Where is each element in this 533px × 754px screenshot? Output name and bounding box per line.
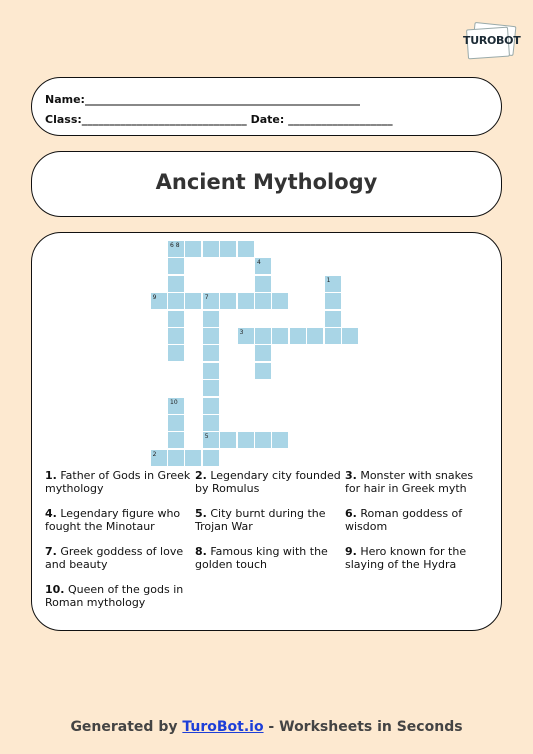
worksheet-title: Ancient Mythology	[155, 170, 378, 194]
name-line[interactable]: __________________________________________________	[84, 93, 360, 106]
grid-cell[interactable]	[325, 311, 341, 327]
grid-cell[interactable]	[238, 328, 254, 344]
clue-item-number: 5.	[195, 507, 207, 520]
grid-cell[interactable]	[203, 380, 219, 396]
date-line[interactable]: ___________________	[288, 113, 393, 126]
clue-list	[45, 469, 495, 609]
clue-item-number: 8.	[195, 545, 207, 558]
grid-cell[interactable]	[238, 432, 254, 448]
clue-item	[45, 545, 195, 571]
clue-item-text: City burnt during the Trojan War	[195, 507, 326, 533]
clue-number: 5	[204, 433, 209, 441]
grid-cell[interactable]	[203, 293, 219, 309]
grid-cell[interactable]	[168, 415, 184, 431]
grid-cell[interactable]	[203, 345, 219, 361]
grid-cell[interactable]	[220, 241, 236, 257]
clue-item	[345, 545, 495, 571]
clue-item-number: 6.	[345, 507, 357, 520]
clue-number: 2	[152, 450, 157, 458]
grid-cell[interactable]	[255, 432, 271, 448]
grid-cell[interactable]	[203, 398, 219, 414]
grid-cell[interactable]	[220, 293, 236, 309]
grid-cell[interactable]	[325, 293, 341, 309]
grid-cell[interactable]	[168, 328, 184, 344]
grid-cell[interactable]	[203, 363, 219, 379]
clue-item-text: Legendary figure who fought the Minotaur	[45, 507, 181, 533]
grid-cell[interactable]	[203, 241, 219, 257]
grid-cell[interactable]	[203, 432, 219, 448]
clue-item-number: 1.	[45, 469, 57, 482]
grid-cell[interactable]	[185, 241, 201, 257]
grid-cell[interactable]	[203, 415, 219, 431]
clue-item-number: 3.	[345, 469, 357, 482]
clue-number: 10	[170, 398, 178, 406]
clue-number: 9	[152, 294, 157, 302]
grid-cell[interactable]	[342, 328, 358, 344]
clue-item	[45, 469, 195, 495]
clue-item	[345, 469, 495, 495]
grid-cell[interactable]	[255, 363, 271, 379]
grid-cell[interactable]	[151, 450, 167, 466]
clue-item	[195, 507, 345, 533]
title-panel	[31, 151, 502, 217]
grid-cell[interactable]	[168, 450, 184, 466]
clue-item-number: 2.	[195, 469, 207, 482]
grid-cell[interactable]	[255, 258, 271, 274]
clue-item-text: Famous king with the golden touch	[195, 545, 328, 571]
clue-item-text: Legendary city founded by Romulus	[195, 469, 341, 495]
grid-cell[interactable]	[151, 293, 167, 309]
name-label: Name:	[45, 93, 85, 106]
clue-item-text: Queen of the gods in Roman mythology	[45, 583, 184, 609]
grid-cell[interactable]	[272, 328, 288, 344]
name-row	[45, 93, 360, 106]
grid-cell[interactable]	[290, 328, 306, 344]
class-date-row	[45, 113, 393, 126]
grid-cell[interactable]	[325, 276, 341, 292]
clue-item-number: 4.	[45, 507, 57, 520]
clue-item	[195, 469, 345, 495]
class-label: Class:	[45, 113, 82, 126]
grid-cell[interactable]	[168, 241, 184, 257]
grid-cell[interactable]	[255, 328, 271, 344]
grid-cell[interactable]	[168, 345, 184, 361]
grid-cell[interactable]	[168, 258, 184, 274]
crossword-panel	[31, 232, 502, 631]
grid-cell[interactable]	[220, 432, 236, 448]
clue-item	[45, 507, 195, 533]
grid-cell[interactable]	[255, 345, 271, 361]
grid-cell[interactable]	[185, 450, 201, 466]
student-info-panel	[31, 77, 502, 136]
clue-item	[45, 583, 195, 609]
grid-cell[interactable]	[168, 398, 184, 414]
grid-cell[interactable]	[185, 293, 201, 309]
grid-cell[interactable]	[238, 293, 254, 309]
clue-item-text: Father of Gods in Greek mythology	[45, 469, 191, 495]
grid-cell[interactable]	[168, 311, 184, 327]
clue-item-number: 7.	[45, 545, 57, 558]
footer-suffix: - Worksheets in Seconds	[263, 719, 463, 735]
clue-number: 4	[257, 259, 261, 267]
logo-text: TUROBOT	[463, 34, 521, 47]
grid-cell[interactable]	[168, 432, 184, 448]
grid-cell[interactable]	[255, 293, 271, 309]
grid-cell[interactable]	[168, 276, 184, 292]
clue-number: 3	[239, 329, 244, 336]
grid-cell[interactable]	[272, 432, 288, 448]
clue-item-text: Monster with snakes for hair in Greek myth	[345, 469, 474, 495]
grid-cell[interactable]	[325, 328, 341, 344]
clue-number: 7	[204, 294, 209, 302]
grid-cell[interactable]	[203, 328, 219, 344]
clue-item-text: Hero known for the slaying of the Hydra	[345, 545, 467, 571]
grid-cell[interactable]	[168, 293, 184, 309]
clue-item-number: 9.	[345, 545, 357, 558]
clue-item	[345, 507, 495, 533]
clue-item-number: 10.	[45, 583, 65, 596]
grid-cell[interactable]	[203, 450, 219, 466]
class-line[interactable]: ______________________________	[81, 113, 247, 126]
clue-item-text: Greek goddess of love and beauty	[45, 545, 184, 571]
date-label: Date:	[250, 113, 285, 126]
grid-cell[interactable]	[203, 311, 219, 327]
clue-item	[195, 545, 345, 571]
turobot-link[interactable]: TuroBot.io	[182, 719, 264, 735]
clue-number: 6 8	[170, 242, 180, 249]
turobot-logo	[463, 24, 521, 58]
footer	[0, 719, 533, 735]
grid-cell[interactable]	[307, 328, 323, 344]
grid-cell[interactable]	[238, 241, 254, 257]
footer-prefix: Generated by	[70, 719, 183, 735]
clue-item-text: Roman goddess of wisdom	[345, 507, 463, 533]
clue-number: 1	[326, 276, 331, 284]
grid-cell[interactable]	[272, 293, 288, 309]
grid-cell[interactable]	[255, 276, 271, 292]
